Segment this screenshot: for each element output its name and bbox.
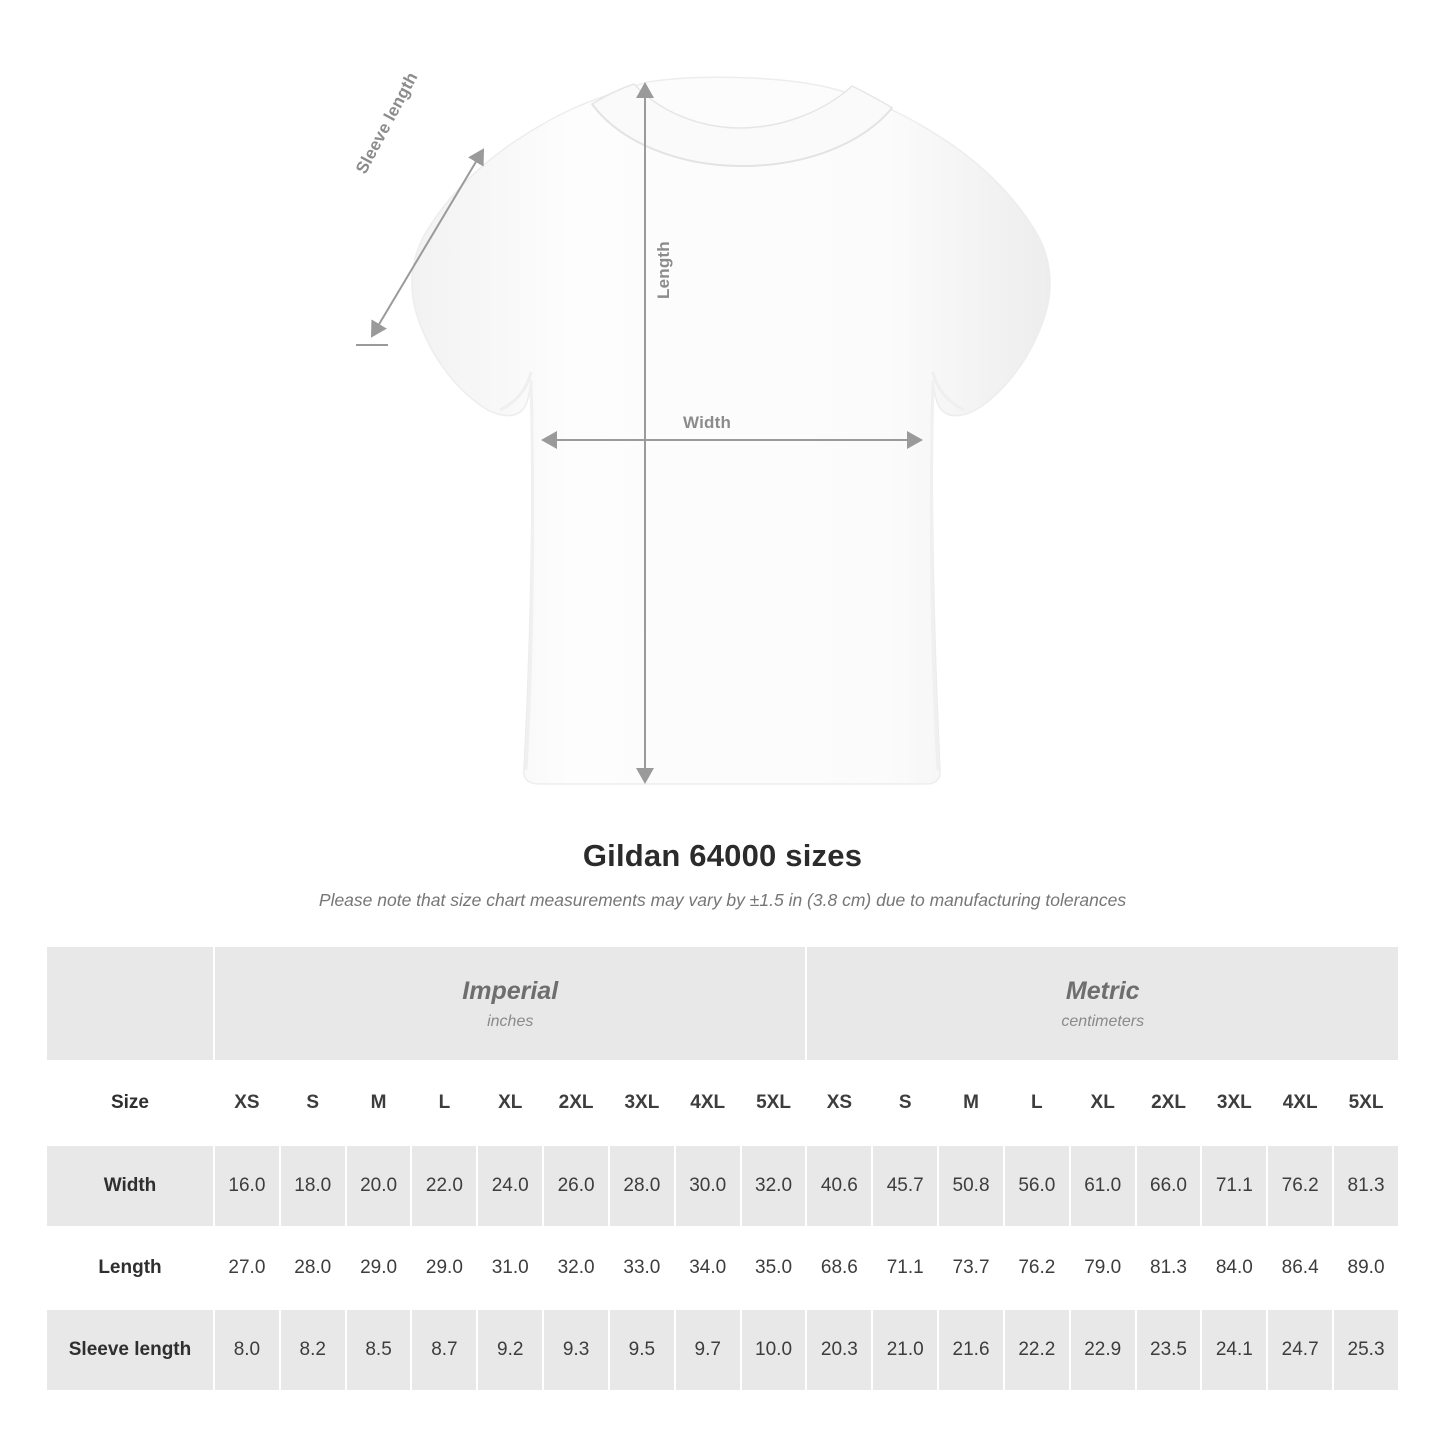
cell-length-imperial-2xl: 32.0 xyxy=(543,1227,609,1309)
unit-name-metric: Metric xyxy=(1065,977,1140,1005)
cell-sleeve-imperial-m: 8.5 xyxy=(346,1309,412,1391)
size-header-imperial-m: M xyxy=(346,1061,412,1145)
cell-width-imperial-4xl: 30.0 xyxy=(675,1145,741,1227)
size-header-row xyxy=(46,1061,1399,1145)
cell-sleeve-imperial-2xl: 9.3 xyxy=(543,1309,609,1391)
sleeve-length-label: Sleeve length xyxy=(352,68,422,177)
size-header-metric-2xl: 2XL xyxy=(1136,1061,1202,1145)
unit-sub-metric: centimeters xyxy=(1061,1013,1145,1030)
size-table xyxy=(45,945,1400,1392)
table-row xyxy=(46,1309,1399,1391)
cell-sleeve-metric-3xl: 24.1 xyxy=(1201,1309,1267,1391)
cell-length-imperial-5xl: 35.0 xyxy=(741,1227,807,1309)
unit-name-imperial: Imperial xyxy=(462,977,559,1005)
size-header-metric-4xl: 4XL xyxy=(1267,1061,1333,1145)
cell-length-imperial-4xl: 34.0 xyxy=(675,1227,741,1309)
row-label-length: Length xyxy=(46,1227,214,1309)
row-label-width: Width xyxy=(46,1145,214,1227)
cell-sleeve-imperial-5xl: 10.0 xyxy=(741,1309,807,1391)
cell-width-metric-m: 50.8 xyxy=(938,1145,1004,1227)
size-header-metric-l: L xyxy=(1004,1061,1070,1145)
size-header-metric-5xl: 5XL xyxy=(1333,1061,1399,1145)
cell-width-imperial-2xl: 26.0 xyxy=(543,1145,609,1227)
size-header-imperial-xs: XS xyxy=(214,1061,280,1145)
cell-width-imperial-xl: 24.0 xyxy=(477,1145,543,1227)
cell-sleeve-metric-xl: 22.9 xyxy=(1070,1309,1136,1391)
unit-header-spacer xyxy=(46,946,214,1061)
cell-length-metric-xs: 68.6 xyxy=(806,1227,872,1309)
cell-sleeve-metric-2xl: 23.5 xyxy=(1136,1309,1202,1391)
size-header-imperial-3xl: 3XL xyxy=(609,1061,675,1145)
size-header-imperial-5xl: 5XL xyxy=(741,1061,807,1145)
cell-sleeve-imperial-xs: 8.0 xyxy=(214,1309,280,1391)
page-title: Gildan 64000 sizes xyxy=(582,838,863,873)
unit-header-imperial xyxy=(214,946,806,1061)
size-header-metric-xs: XS xyxy=(806,1061,872,1145)
cell-length-metric-5xl: 89.0 xyxy=(1333,1227,1399,1309)
cell-length-metric-xl: 79.0 xyxy=(1070,1227,1136,1309)
size-header-imperial-l: L xyxy=(411,1061,477,1145)
width-label: Width xyxy=(683,413,732,432)
size-table-container xyxy=(45,945,1400,1392)
cell-length-imperial-m: 29.0 xyxy=(346,1227,412,1309)
title-block xyxy=(0,838,1445,911)
table-row xyxy=(46,1145,1399,1227)
cell-sleeve-imperial-l: 8.7 xyxy=(411,1309,477,1391)
cell-length-metric-m: 73.7 xyxy=(938,1227,1004,1309)
cell-sleeve-imperial-4xl: 9.7 xyxy=(675,1309,741,1391)
cell-length-imperial-3xl: 33.0 xyxy=(609,1227,675,1309)
table-row xyxy=(46,1227,1399,1309)
cell-width-imperial-xs: 16.0 xyxy=(214,1145,280,1227)
unit-sub-imperial: inches xyxy=(487,1013,534,1030)
cell-length-metric-4xl: 86.4 xyxy=(1267,1227,1333,1309)
tolerance-note: Please note that size chart measurements may vary by ±1.5 in (3.8 cm) due to manufacturing tolerances xyxy=(318,890,1127,910)
cell-width-imperial-5xl: 32.0 xyxy=(741,1145,807,1227)
size-header-metric-xl: XL xyxy=(1070,1061,1136,1145)
size-header-metric-3xl: 3XL xyxy=(1201,1061,1267,1145)
cell-length-metric-s: 71.1 xyxy=(872,1227,938,1309)
cell-width-metric-4xl: 76.2 xyxy=(1267,1145,1333,1227)
size-header-metric-m: M xyxy=(938,1061,1004,1145)
cell-width-metric-2xl: 66.0 xyxy=(1136,1145,1202,1227)
size-header-label: Size xyxy=(46,1061,214,1145)
size-header-imperial-xl: XL xyxy=(477,1061,543,1145)
cell-sleeve-imperial-s: 8.2 xyxy=(280,1309,346,1391)
size-header-metric-s: S xyxy=(872,1061,938,1145)
cell-width-imperial-l: 22.0 xyxy=(411,1145,477,1227)
cell-sleeve-imperial-3xl: 9.5 xyxy=(609,1309,675,1391)
cell-sleeve-imperial-xl: 9.2 xyxy=(477,1309,543,1391)
unit-header-row xyxy=(46,946,1399,1061)
cell-sleeve-metric-l: 22.2 xyxy=(1004,1309,1070,1391)
cell-sleeve-metric-5xl: 25.3 xyxy=(1333,1309,1399,1391)
cell-sleeve-metric-m: 21.6 xyxy=(938,1309,1004,1391)
cell-length-metric-3xl: 84.0 xyxy=(1201,1227,1267,1309)
cell-length-metric-2xl: 81.3 xyxy=(1136,1227,1202,1309)
cell-sleeve-metric-4xl: 24.7 xyxy=(1267,1309,1333,1391)
cell-length-imperial-s: 28.0 xyxy=(280,1227,346,1309)
row-label-sleeve-length: Sleeve length xyxy=(46,1309,214,1391)
cell-length-imperial-xs: 27.0 xyxy=(214,1227,280,1309)
cell-length-metric-l: 76.2 xyxy=(1004,1227,1070,1309)
unit-header-metric xyxy=(806,946,1399,1061)
cell-width-imperial-m: 20.0 xyxy=(346,1145,412,1227)
length-label: Length xyxy=(654,241,673,299)
cell-length-imperial-l: 29.0 xyxy=(411,1227,477,1309)
cell-width-imperial-3xl: 28.0 xyxy=(609,1145,675,1227)
cell-width-metric-s: 45.7 xyxy=(872,1145,938,1227)
cell-width-metric-xs: 40.6 xyxy=(806,1145,872,1227)
size-header-imperial-2xl: 2XL xyxy=(543,1061,609,1145)
size-header-imperial-s: S xyxy=(280,1061,346,1145)
cell-width-metric-3xl: 71.1 xyxy=(1201,1145,1267,1227)
cell-length-imperial-xl: 31.0 xyxy=(477,1227,543,1309)
cell-width-metric-5xl: 81.3 xyxy=(1333,1145,1399,1227)
size-header-imperial-4xl: 4XL xyxy=(675,1061,741,1145)
cell-width-imperial-s: 18.0 xyxy=(280,1145,346,1227)
cell-sleeve-metric-xs: 20.3 xyxy=(806,1309,872,1391)
cell-sleeve-metric-s: 21.0 xyxy=(872,1309,938,1391)
cell-width-metric-l: 56.0 xyxy=(1004,1145,1070,1227)
cell-width-metric-xl: 61.0 xyxy=(1070,1145,1136,1227)
